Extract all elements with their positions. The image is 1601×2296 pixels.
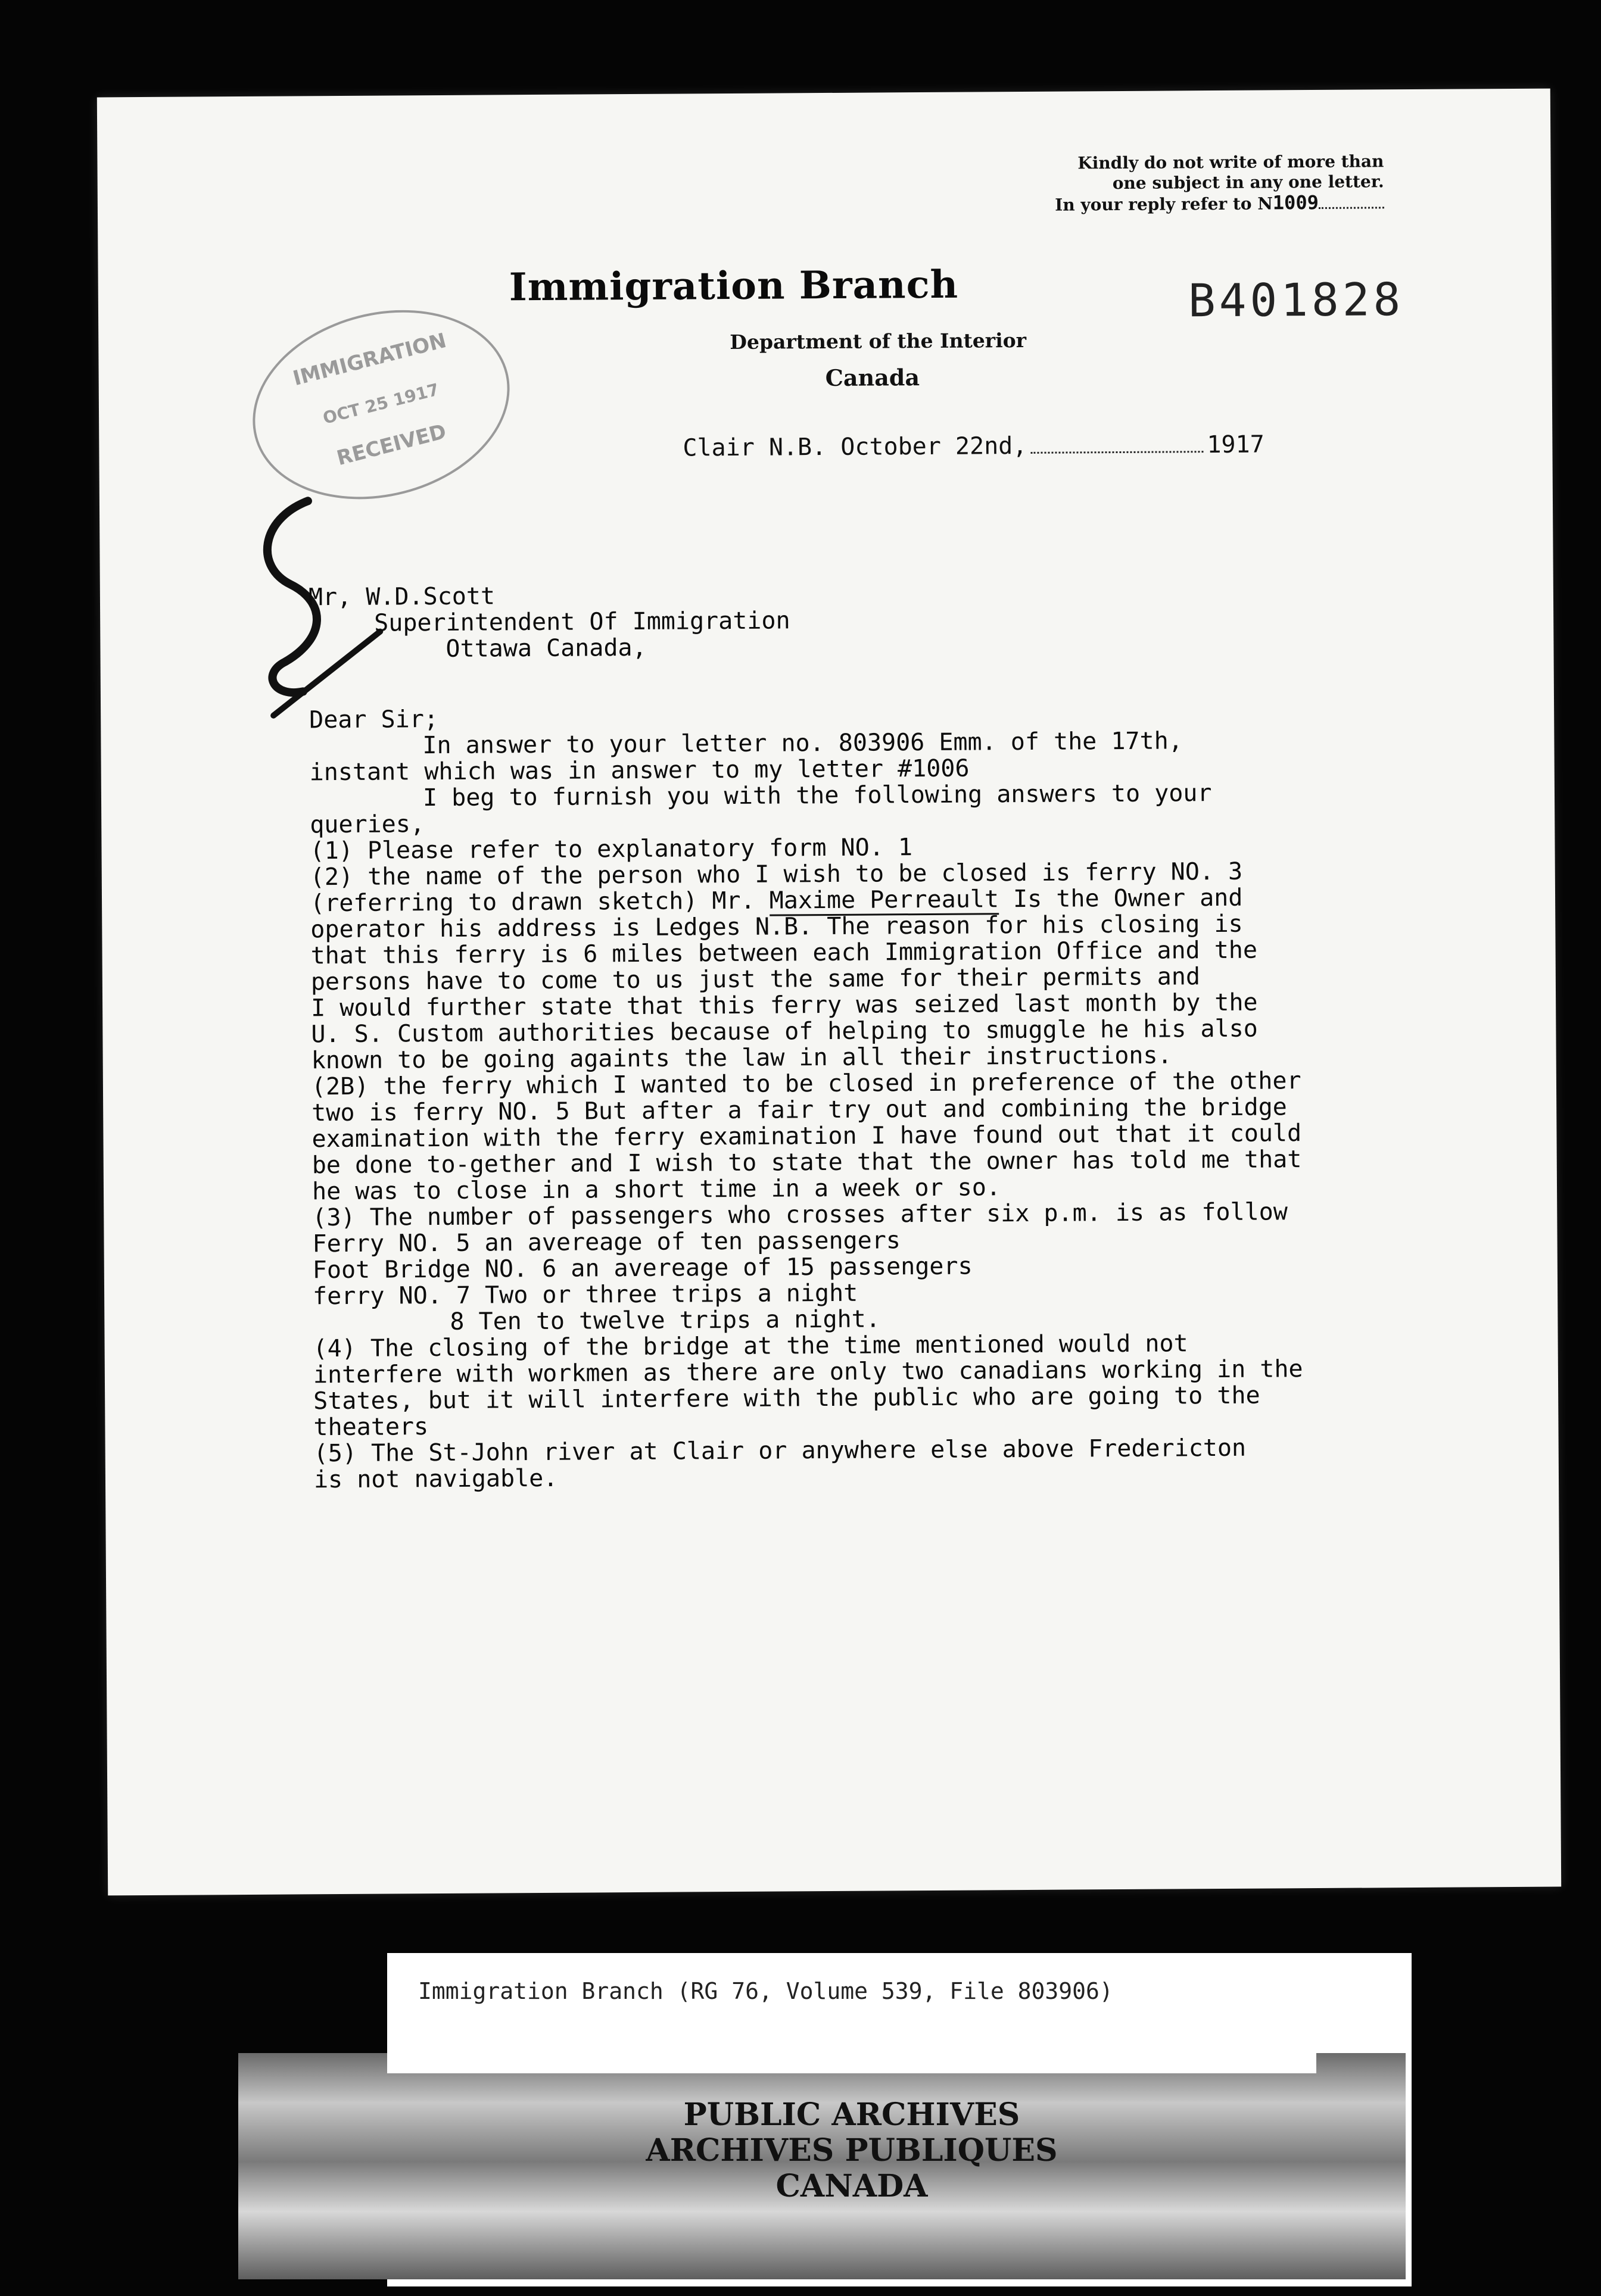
archive-caption: Immigration Branch (RG 76, Volume 539, File 803906) xyxy=(387,1960,1316,2073)
reply-notice xyxy=(1055,151,1384,215)
stamp-date-text: OCT 25 1917 xyxy=(320,379,441,428)
body-line: Ferry NO. 5 an avereage of ten passengers xyxy=(312,1227,901,1258)
body-line: In answer to your letter no. 803906 Emm. of the 17th, xyxy=(422,727,1183,760)
body-line: (3) The number of passengers who crosses after six p.m. is as follow xyxy=(312,1198,1288,1232)
date-year: 1917 xyxy=(1207,430,1264,459)
notice-line-1: Kindly do not write of more than xyxy=(1077,151,1384,173)
date-leader xyxy=(1030,451,1203,454)
body-line: that this ferry is 6 miles between each Immigration Office and the xyxy=(310,936,1258,970)
body-line: theaters xyxy=(313,1413,429,1442)
body-line: operator his address is Ledges N.B. The reason for his closing is xyxy=(310,910,1243,944)
body-line: persons have to come to us just the same for their permits and xyxy=(310,963,1201,996)
department-title: Department of the Interior xyxy=(730,328,1027,354)
stamp-bottom-text: RECEIVED xyxy=(334,419,449,471)
body-line: (5) The St-John river at Clair or anywhere else above Fredericton xyxy=(313,1434,1247,1468)
body-line: States, but it will interfere with the public who are going to the xyxy=(313,1381,1260,1415)
file-number-stamp: B401828 xyxy=(1188,273,1404,327)
dotted-leader xyxy=(1319,207,1384,209)
body-line: interfere with workmen as there are only two canadians working in the xyxy=(313,1355,1303,1389)
notice-reply-prefix: In your reply refer to N xyxy=(1055,194,1273,215)
body-line: two is ferry NO. 5 But after a fair try out and combining the bridge xyxy=(312,1093,1287,1127)
reply-reference-number: 1009 xyxy=(1272,191,1319,214)
notice-line-2: one subject in any one letter. xyxy=(1112,171,1384,194)
body-line: instant which was in answer to my letter #1006 xyxy=(309,754,970,787)
salutation: Dear Sir; xyxy=(309,705,439,734)
archive-line-2: ARCHIVES PUBLIQUES xyxy=(646,2132,1058,2169)
body-line: I would further state that this ferry was seized last month by the xyxy=(311,988,1258,1022)
body-line: known to be going againts the law in all their instructions. xyxy=(311,1041,1172,1075)
body-line: (2) the name of the person who I wish to be closed is ferry NO. 3 xyxy=(310,857,1243,891)
body-line: examination with the ferry examination I have found out that it could xyxy=(312,1119,1302,1153)
body-line: (2B) the ferry which I wanted to be closed in preference of the other xyxy=(311,1067,1301,1101)
body-line: (1) Please refer to explanatory form NO. 1 xyxy=(310,834,913,865)
body-line: is not navigable. xyxy=(313,1464,558,1494)
letter-body xyxy=(309,578,1304,1493)
body-line: Foot Bridge NO. 6 an avereage of 15 passengers xyxy=(312,1252,973,1284)
letter-sheet xyxy=(97,89,1561,1896)
date-text: Clair N.B. October 22nd, xyxy=(683,432,1027,462)
body-line: he was to close in a short time in a week or so. xyxy=(312,1174,1001,1206)
dateline xyxy=(683,431,1264,462)
body-line: U. S. Custom authorities because of helping to smuggle he his also xyxy=(311,1015,1258,1049)
address-line: Ottawa Canada, xyxy=(446,634,647,663)
archive-line-1: PUBLIC ARCHIVES xyxy=(683,2097,1020,2133)
body-line: ferry NO. 7 Two or three trips a night xyxy=(312,1279,858,1311)
address-line: Superintendent Of Immigration xyxy=(374,607,790,637)
branch-title: Immigration Branch xyxy=(509,262,959,310)
notice-line-3 xyxy=(1055,192,1384,215)
body-line-part: Is the Owner and xyxy=(998,884,1243,913)
country-title: Canada xyxy=(825,364,920,392)
body-line: (4) The closing of the bridge at the time mentioned would not xyxy=(313,1330,1188,1363)
stamp-top-text: IMMIGRATION xyxy=(290,328,449,391)
archive-line-3: CANADA xyxy=(775,2168,928,2204)
archive-label xyxy=(613,2097,1090,2204)
body-line: I beg to furnish you with the following answers to your xyxy=(422,779,1212,812)
address-line: Mr, W.D.Scott xyxy=(308,582,496,612)
body-line: 8 Ten to twelve trips a night. xyxy=(450,1305,880,1336)
body-line-part: (referring to drawn sketch) Mr. xyxy=(310,887,755,918)
owner-name: Maxime Perreault xyxy=(770,885,999,916)
spacer xyxy=(309,657,1299,707)
body-line: queries, xyxy=(310,810,425,839)
body-line: be done to-gether and I wish to state that the owner has told me that xyxy=(312,1146,1302,1180)
